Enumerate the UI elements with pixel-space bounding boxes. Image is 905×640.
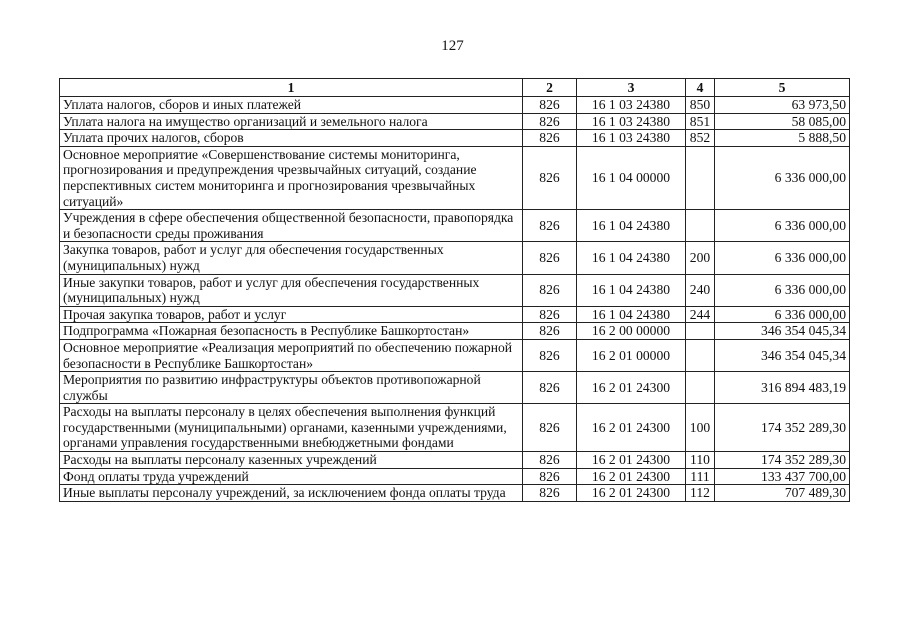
table-row [60, 452, 850, 469]
row-sum-cell: 174 352 289,30 [715, 452, 850, 469]
row-csr-cell: 16 1 04 24380 [577, 242, 686, 274]
row-vr-cell: 112 [686, 485, 715, 502]
row-ved-cell: 826 [523, 468, 577, 485]
row-csr-cell: 16 1 03 24380 [577, 113, 686, 130]
row-vr-cell: 100 [686, 404, 715, 452]
row-ved-cell: 826 [523, 485, 577, 502]
row-vr-cell: 200 [686, 242, 715, 274]
row-csr-cell: 16 2 01 24300 [577, 452, 686, 469]
header-col-5: 5 [715, 79, 850, 97]
page-number: 127 [441, 38, 464, 54]
row-csr-cell: 16 1 03 24380 [577, 130, 686, 147]
row-name-cell: Подпрограмма «Пожарная безопасность в Республике Башкортостан» [60, 323, 523, 340]
table-row [60, 130, 850, 147]
row-name-cell: Фонд оплаты труда учреждений [60, 468, 523, 485]
row-csr-cell: 16 2 01 24300 [577, 404, 686, 452]
row-vr-cell: 852 [686, 130, 715, 147]
row-sum-cell: 316 894 483,19 [715, 372, 850, 404]
row-name-cell: Прочая закупка товаров, работ и услуг [60, 306, 523, 323]
row-csr-cell: 16 1 04 24380 [577, 210, 686, 242]
row-ved-cell: 826 [523, 372, 577, 404]
table-row [60, 372, 850, 404]
row-sum-cell: 6 336 000,00 [715, 146, 850, 209]
header-col-4: 4 [686, 79, 715, 97]
row-name-cell: Расходы на выплаты персоналу казенных учреждений [60, 452, 523, 469]
row-name-cell: Уплата прочих налогов, сборов [60, 130, 523, 147]
table-row [60, 113, 850, 130]
row-sum-cell: 133 437 700,00 [715, 468, 850, 485]
row-sum-cell: 6 336 000,00 [715, 306, 850, 323]
row-csr-cell: 16 1 03 24380 [577, 97, 686, 114]
row-sum-cell: 346 354 045,34 [715, 339, 850, 371]
row-vr-cell: 111 [686, 468, 715, 485]
row-sum-cell: 6 336 000,00 [715, 210, 850, 242]
row-name-cell: Основное мероприятие «Совершенствование системы мониторинга, прогнозирования и предупреждения чрезвычайных ситуаций, создание перспективных систем мониторинга и прогнозирования чрезвычайных ситуаций» [60, 146, 523, 209]
table-row [60, 97, 850, 114]
row-ved-cell: 826 [523, 323, 577, 340]
row-vr-cell [686, 146, 715, 209]
header-col-1: 1 [60, 79, 523, 97]
row-vr-cell: 244 [686, 306, 715, 323]
row-ved-cell: 826 [523, 113, 577, 130]
row-name-cell: Уплата налога на имущество организаций и земельного налога [60, 113, 523, 130]
row-ved-cell: 826 [523, 274, 577, 306]
row-sum-cell: 346 354 045,34 [715, 323, 850, 340]
row-ved-cell: 826 [523, 306, 577, 323]
row-vr-cell: 240 [686, 274, 715, 306]
row-name-cell: Иные закупки товаров, работ и услуг для обеспечения государственных (муниципальных) нужд [60, 274, 523, 306]
row-sum-cell: 63 973,50 [715, 97, 850, 114]
row-ved-cell: 826 [523, 404, 577, 452]
row-ved-cell: 826 [523, 210, 577, 242]
row-ved-cell: 826 [523, 242, 577, 274]
table-row [60, 274, 850, 306]
row-csr-cell: 16 1 04 00000 [577, 146, 686, 209]
row-ved-cell: 826 [523, 146, 577, 209]
row-csr-cell: 16 2 01 24300 [577, 485, 686, 502]
row-ved-cell: 826 [523, 130, 577, 147]
row-csr-cell: 16 1 04 24380 [577, 306, 686, 323]
row-name-cell: Иные выплаты персоналу учреждений, за исключением фонда оплаты труда [60, 485, 523, 502]
row-csr-cell: 16 2 01 24300 [577, 468, 686, 485]
row-name-cell: Уплата налогов, сборов и иных платежей [60, 97, 523, 114]
table-row [60, 404, 850, 452]
row-vr-cell: 850 [686, 97, 715, 114]
row-ved-cell: 826 [523, 339, 577, 371]
table-body [60, 97, 850, 502]
row-vr-cell [686, 323, 715, 340]
row-name-cell: Мероприятия по развитию инфраструктуры объектов противопожарной службы [60, 372, 523, 404]
row-csr-cell: 16 1 04 24380 [577, 274, 686, 306]
table-row [60, 146, 850, 209]
table-row [60, 210, 850, 242]
row-ved-cell: 826 [523, 452, 577, 469]
row-sum-cell: 707 489,30 [715, 485, 850, 502]
table-row [60, 323, 850, 340]
header-col-2: 2 [523, 79, 577, 97]
row-sum-cell: 6 336 000,00 [715, 242, 850, 274]
row-vr-cell [686, 339, 715, 371]
table-row [60, 339, 850, 371]
row-vr-cell: 851 [686, 113, 715, 130]
row-name-cell: Учреждения в сфере обеспечения общественной безопасности, правопорядка и безопасности среды проживания [60, 210, 523, 242]
table-row [60, 242, 850, 274]
row-vr-cell: 110 [686, 452, 715, 469]
table-row [60, 468, 850, 485]
budget-table [59, 78, 850, 502]
row-vr-cell [686, 372, 715, 404]
table-row [60, 485, 850, 502]
row-name-cell: Закупка товаров, работ и услуг для обеспечения государственных (муниципальных) нужд [60, 242, 523, 274]
table-header-row [60, 79, 850, 97]
row-sum-cell: 5 888,50 [715, 130, 850, 147]
row-name-cell: Расходы на выплаты персоналу в целях обеспечения выполнения функций государственными (муниципальными) органами, казенными учреждениями, органами управления государственными внебюджетными фондами [60, 404, 523, 452]
row-sum-cell: 174 352 289,30 [715, 404, 850, 452]
table-row [60, 306, 850, 323]
row-ved-cell: 826 [523, 97, 577, 114]
row-csr-cell: 16 2 00 00000 [577, 323, 686, 340]
row-sum-cell: 6 336 000,00 [715, 274, 850, 306]
row-vr-cell [686, 210, 715, 242]
row-csr-cell: 16 2 01 24300 [577, 372, 686, 404]
header-col-3: 3 [577, 79, 686, 97]
row-csr-cell: 16 2 01 00000 [577, 339, 686, 371]
row-sum-cell: 58 085,00 [715, 113, 850, 130]
row-name-cell: Основное мероприятие «Реализация мероприятий по обеспечению пожарной безопасности в Республике Башкортостан» [60, 339, 523, 371]
